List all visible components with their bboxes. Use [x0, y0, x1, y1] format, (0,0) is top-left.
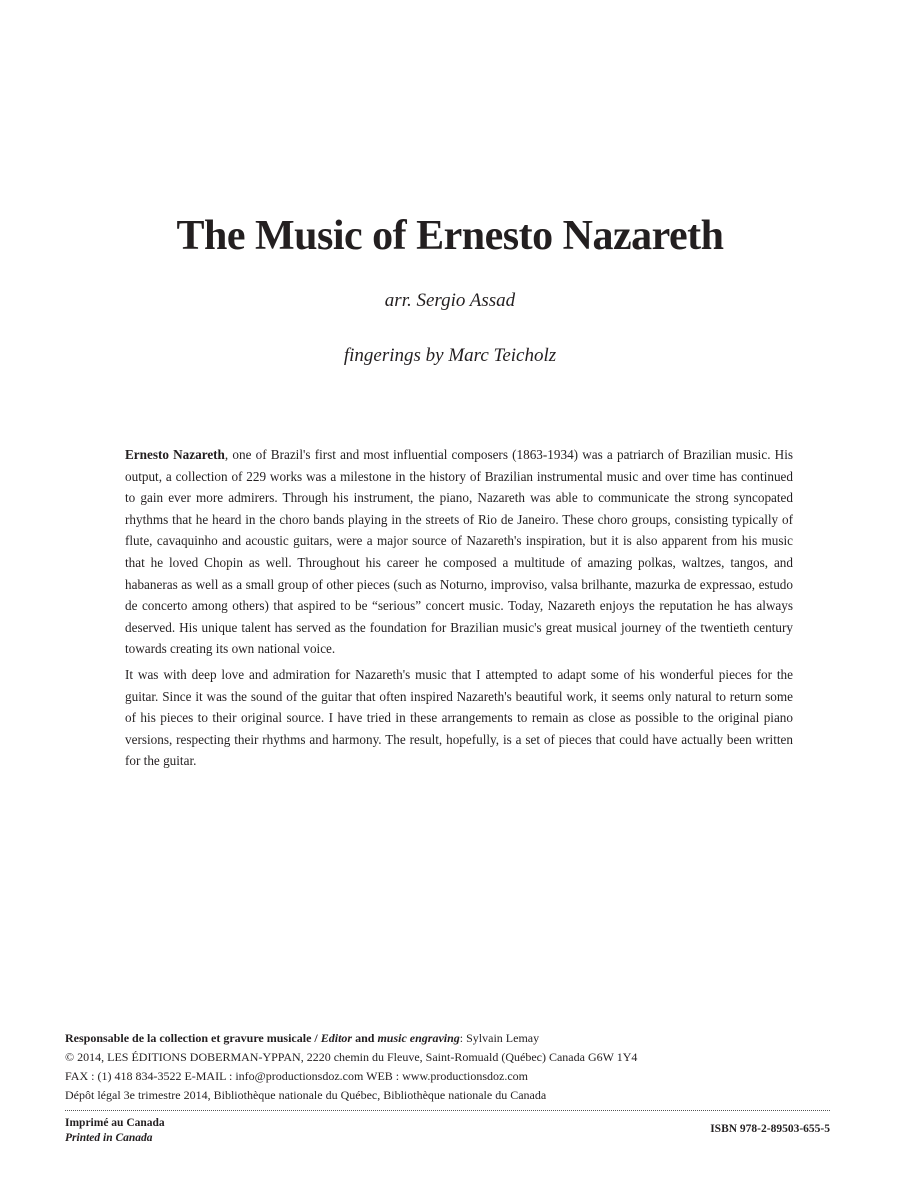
legal-deposit-line: Dépôt légal 3e trimestre 2014, Bibliothèque nationale du Québec, Bibliothèque nationale du Canada: [65, 1088, 547, 1102]
footer-divider: [65, 1110, 830, 1111]
preface-paragraph-1: [125, 444, 793, 660]
page-title: The Music of Ernesto Nazareth: [176, 213, 724, 259]
arranger-credit: arr. Sergio Assad: [384, 290, 516, 311]
printed-fr: Imprimé au Canada: [65, 1117, 165, 1129]
editor-label: Editor: [320, 1031, 353, 1045]
engraving-label: music engraving: [377, 1031, 460, 1045]
printed-in: [65, 1116, 165, 1146]
preface-paragraph-2: It was with deep love and admiration for Nazareth's music that I attempted to adapt some of his wonderful pieces for the guitar. Since it was the sound of the guitar that often inspired Nazareth's beautiful work, it seems only natural to return some of his pieces to their original source. I have tried in these arrangements to remain as close as possible to the original piano versions, respecting their rhythms and harmony. The result, hopefully, is a set of pieces that could have actually been written for the guitar.: [125, 666, 793, 769]
printed-en: Printed in Canada: [65, 1132, 153, 1144]
copyright-line: © 2014, LES ÉDITIONS DOBERMAN-YPPAN, 2220 chemin du Fleuve, Saint-Romuald (Québec) Canada G6W 1Y4: [65, 1050, 638, 1064]
responsable-label: Responsable de la collection et gravure musicale /: [65, 1031, 321, 1045]
publisher-credits: [65, 1029, 835, 1105]
preface-text: [125, 444, 793, 776]
paragraph-1-text: , one of Brazil's first and most influential composers (1863-1934) was a patriarch of Brazilian music. His output, a collection of 229 works was a milestone in the history of Brazilian instrumental music and over time has continued to gain ever more admirers. Through his instrument, the piano, Nazareth was able to communicate the strong syncopated rhythms that he heard in the choro bands playing in the streets of Rio de Janeiro. These choro groups, consisting typically of flute, cavaquinho and acoustic guitars, were a major source of Nazareth's inspiration, but it is also apparent from his music that he loved Chopin as well. Throughout his career he composed a multitude of amazing polkas, waltzes, tangos, and habaneras as well as a small group of other pieces (such as Noturno, improviso, valsa brilhante, mazurka de expressao, estudo de concerto among others) that aspired to be “serious” concert music. Today, Nazareth enjoys the reputation he has always deserved. His unique talent has served as the foundation for Brazilian music's great musical journey of the twentieth century towards creating its own national voice.: [125, 447, 793, 657]
fingerings-credit: fingerings by Marc Teicholz: [343, 345, 557, 366]
contact-line: FAX : (1) 418 834-3522 E-MAIL : info@productionsdoz.com WEB : www.productionsdoz.com: [65, 1069, 528, 1083]
isbn: ISBN 978-2-89503-655-5: [710, 1123, 830, 1135]
composer-name: Ernesto Nazareth: [125, 447, 225, 462]
editor-name: : Sylvain Lemay: [459, 1031, 540, 1045]
and-label: and: [352, 1031, 378, 1045]
editor-line: [65, 1029, 835, 1048]
